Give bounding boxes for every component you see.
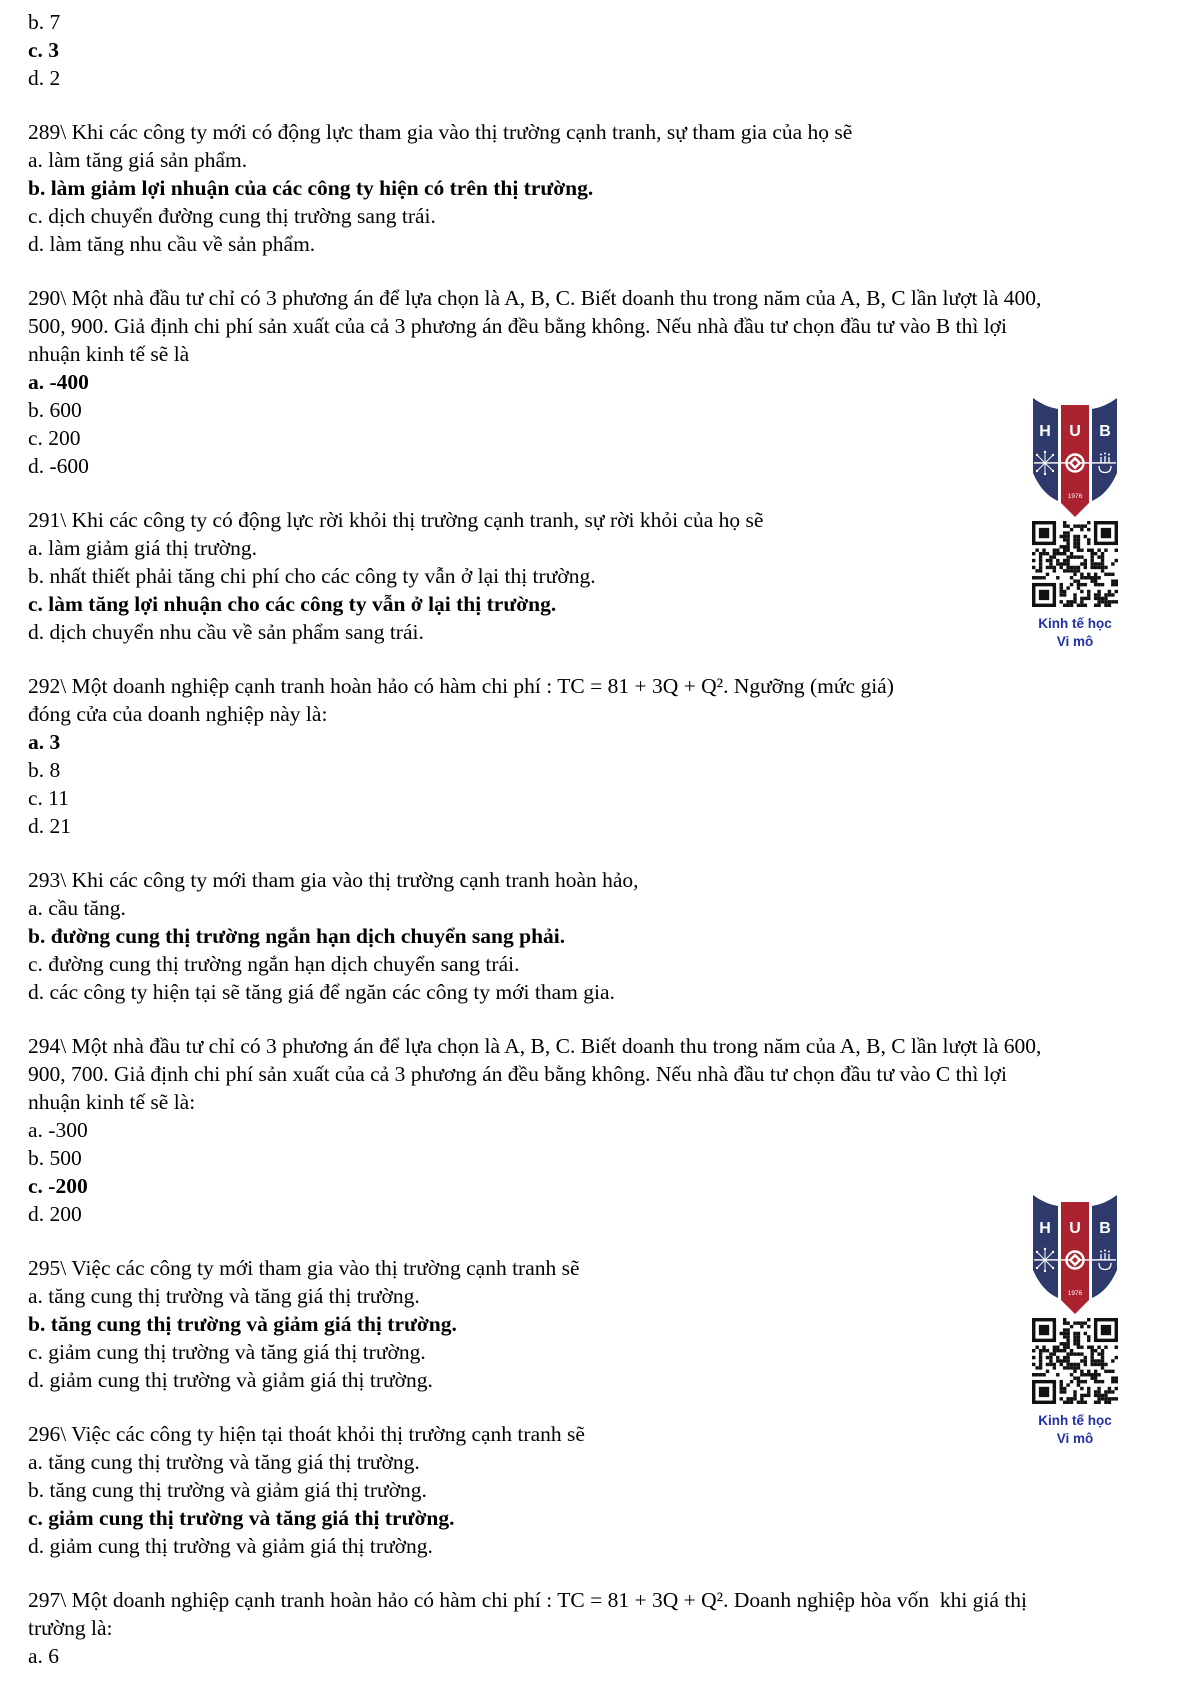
- question-line: 292\ Một doanh nghiệp cạnh tranh hoàn hảo có hàm chi phí : TC = 81 + 3Q + Q². Ngưỡng (mức giá): [28, 674, 894, 698]
- logo-letter-u: U: [1069, 1220, 1081, 1237]
- correct-answer-line: c. 3: [28, 38, 60, 62]
- question-line: 293\ Khi các công ty mới tham gia vào thị trường cạnh tranh hoàn hảo,: [28, 868, 639, 892]
- option-line: d. -600: [28, 454, 89, 478]
- question-line: 294\ Một nhà đầu tư chỉ có 3 phương án để lựa chọn là A, B, C. Biết doanh thu trong năm của A, B, C lần lượt là 600,: [28, 1034, 1042, 1058]
- course-caption: [1012, 1412, 1138, 1448]
- question-293: [28, 866, 1178, 1006]
- option-line: a. tăng cung thị trường và tăng giá thị trường.: [28, 1284, 420, 1308]
- logo-letter-h: H: [1039, 423, 1051, 440]
- question-292: [28, 672, 1178, 840]
- question-line: trường là:: [28, 1616, 113, 1640]
- correct-answer-line: a. -400: [28, 370, 89, 394]
- question-line: nhuận kinh tế sẽ là: [28, 342, 190, 366]
- question-line: đóng cửa của doanh nghiệp này là:: [28, 702, 328, 726]
- hub-crest-icon: [1032, 393, 1118, 517]
- question-297: [28, 1586, 1178, 1670]
- question-296: [28, 1420, 1178, 1560]
- option-line: b. 7: [28, 10, 61, 34]
- option-line: b. nhất thiết phải tăng chi phí cho các công ty vẫn ở lại thị trường.: [28, 564, 596, 588]
- logo-letter-u: U: [1069, 423, 1081, 440]
- correct-answer-line: b. tăng cung thị trường và giảm giá thị trường.: [28, 1312, 457, 1336]
- logo-letter-b: B: [1099, 423, 1111, 440]
- diamond-ring-emblem: [1067, 1252, 1084, 1269]
- option-line: a. -300: [28, 1118, 88, 1142]
- logo-year: 1976: [1067, 493, 1083, 500]
- correct-answer-line: c. giảm cung thị trường và tăng giá thị trường.: [28, 1506, 455, 1530]
- question-294: [28, 1032, 1178, 1228]
- option-line: d. dịch chuyển nhu cầu về sản phẩm sang trái.: [28, 620, 424, 644]
- quiz-text-column: [28, 8, 1178, 1684]
- logo-letter-h: H: [1039, 1220, 1051, 1237]
- margin-stamp-2: [1032, 1190, 1118, 1450]
- question-line: 290\ Một nhà đầu tư chỉ có 3 phương án để lựa chọn là A, B, C. Biết doanh thu trong năm của A, B, C lần lượt là 400,: [28, 286, 1042, 310]
- option-line: b. 600: [28, 398, 82, 422]
- option-line: a. tăng cung thị trường và tăng giá thị trường.: [28, 1450, 420, 1474]
- option-line: c. đường cung thị trường ngắn hạn dịch chuyển sang trái.: [28, 952, 520, 976]
- question-line: 500, 900. Giả định chi phí sản xuất của cả 3 phương án đều bằng không. Nếu nhà đầu tư chọn đầu tư vào B thì lợi: [28, 314, 1008, 338]
- option-line: a. 6: [28, 1644, 60, 1668]
- diamond-ring-emblem: [1067, 455, 1084, 472]
- option-line: d. 200: [28, 1202, 82, 1226]
- correct-answer-line: b. làm giảm lợi nhuận của các công ty hiện có trên thị trường.: [28, 176, 594, 200]
- option-line: c. dịch chuyển đường cung thị trường sang trái.: [28, 204, 436, 228]
- option-line: b. 8: [28, 758, 61, 782]
- option-line: c. giảm cung thị trường và tăng giá thị trường.: [28, 1340, 426, 1364]
- course-caption: [1012, 615, 1138, 651]
- option-line: c. 11: [28, 786, 69, 810]
- hub-crest-icon: [1032, 1190, 1118, 1314]
- caption-line-subject: Kinh tế học: [1038, 1413, 1112, 1428]
- question-line: 297\ Một doanh nghiệp cạnh tranh hoàn hảo có hàm chi phí : TC = 81 + 3Q + Q². Doanh nghiệp hòa vốn khi giá thị: [28, 1588, 1028, 1612]
- option-line: b. 500: [28, 1146, 82, 1170]
- option-line: d. 2: [28, 66, 61, 90]
- hub-university-logo: [1032, 393, 1118, 517]
- caption-line-course: Vi mô: [1056, 634, 1094, 649]
- question-line: nhuận kinh tế sẽ là:: [28, 1090, 196, 1114]
- logo-year: 1976: [1067, 1290, 1083, 1297]
- question-line: 296\ Việc các công ty hiện tại thoát khỏi thị trường cạnh tranh sẽ: [28, 1422, 585, 1446]
- option-line: a. làm tăng giá sản phẩm.: [28, 148, 248, 172]
- option-line: d. giảm cung thị trường và giảm giá thị trường.: [28, 1368, 433, 1392]
- question-line: 291\ Khi các công ty có động lực rời khỏi thị trường cạnh tranh, sự rời khỏi của họ sẽ: [28, 508, 764, 532]
- option-line: b. tăng cung thị trường và giảm giá thị trường.: [28, 1478, 427, 1502]
- logo-letter-b: B: [1099, 1220, 1111, 1237]
- question-line: 289\ Khi các công ty mới có động lực tham gia vào thị trường cạnh tranh, sự tham gia của họ sẽ: [28, 120, 853, 144]
- qr-code: [1032, 521, 1118, 607]
- correct-answer-line: a. 3: [28, 730, 61, 754]
- correct-answer-line: c. -200: [28, 1174, 88, 1198]
- hub-university-logo: [1032, 1190, 1118, 1314]
- correct-answer-line: b. đường cung thị trường ngắn hạn dịch chuyển sang phải.: [28, 924, 566, 948]
- option-line: a. làm giảm giá thị trường.: [28, 536, 258, 560]
- question-295: [28, 1254, 1178, 1394]
- option-line: d. giảm cung thị trường và giảm giá thị trường.: [28, 1534, 433, 1558]
- caption-line-course: Vi mô: [1056, 1431, 1094, 1446]
- answers-fragment-288: [28, 8, 1178, 92]
- margin-stamp-1: [1032, 393, 1118, 653]
- correct-answer-line: c. làm tăng lợi nhuận cho các công ty vẫn ở lại thị trường.: [28, 592, 557, 616]
- question-line: 295\ Việc các công ty mới tham gia vào thị trường cạnh tranh sẽ: [28, 1256, 580, 1280]
- qr-code: [1032, 1318, 1118, 1404]
- option-line: c. 200: [28, 426, 81, 450]
- question-line: 900, 700. Giả định chi phí sản xuất của cả 3 phương án đều bằng không. Nếu nhà đầu tư chọn đầu tư vào C thì lợi: [28, 1062, 1008, 1086]
- caption-line-subject: Kinh tế học: [1038, 616, 1112, 631]
- option-line: d. các công ty hiện tại sẽ tăng giá để ngăn các công ty mới tham gia.: [28, 980, 615, 1004]
- question-291: [28, 506, 1178, 646]
- option-line: d. 21: [28, 814, 71, 838]
- question-290: [28, 284, 1178, 480]
- option-line: d. làm tăng nhu cầu về sản phẩm.: [28, 232, 316, 256]
- option-line: a. cầu tăng.: [28, 896, 126, 920]
- question-289: [28, 118, 1178, 258]
